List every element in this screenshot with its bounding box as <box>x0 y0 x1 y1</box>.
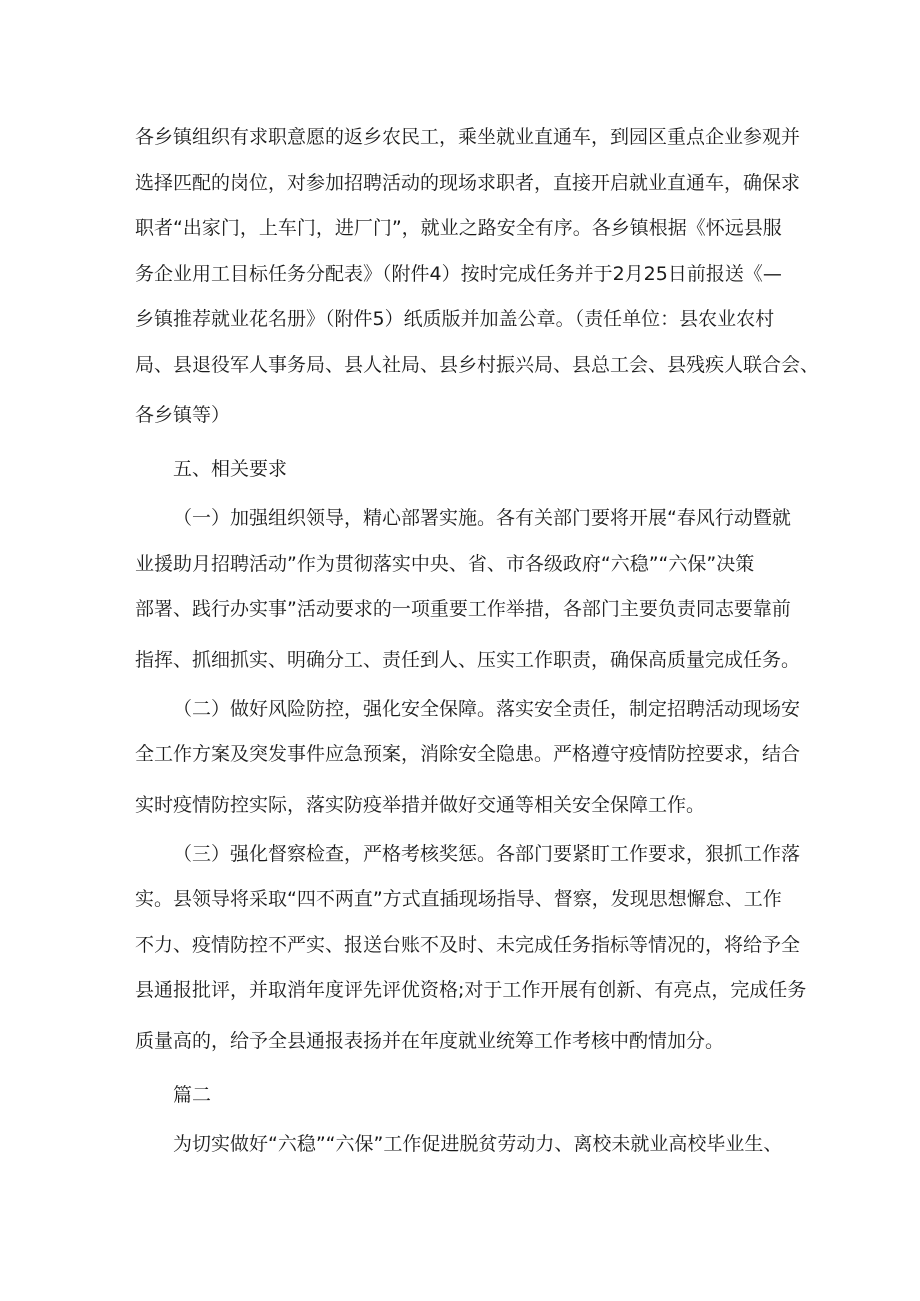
paragraph-line: 全工作方案及突发事件应急预案，消除安全隐患。严格遵守疫情防控要求，结合 <box>135 743 801 765</box>
paragraph-line: 务企业用工目标任务分配表》（附件4）按时完成任务并于2月25日前报送《— <box>135 262 782 285</box>
paragraph-line: 质量高的，给予全县通报表扬并在年度就业统筹工作考核中酌情加分。 <box>135 1029 725 1052</box>
paragraph-line: 为切实做好“六稳”“六保”工作促进脱贫劳动力、离校未就业高校毕业生、 <box>173 1132 783 1155</box>
paragraph-line: 各乡镇等） <box>135 404 231 426</box>
paragraph-line: 职者“出家门，上车门，进厂门”，就业之路安全有序。各乡镇根据《怀远县服 <box>135 217 782 239</box>
document-body <box>135 115 820 1167</box>
paragraph-line: 业援助月招聘活动”作为贯彻落实中央、省、市各级政府“六稳”“六保”决策 <box>135 552 755 575</box>
paragraph-line: 乡镇推荐就业花名册》（附件5）纸质版并加盖公章。（责任单位：县农业农村 <box>135 308 775 330</box>
paragraph-line: （一）加强组织领导，精心部署实施。各有关部门要将开展“春风行动暨就 <box>173 507 791 529</box>
paragraph-line: 指挥、抓细抓实、明确分工、责任到人、压实工作职责，确保高质量完成任务。 <box>135 648 801 671</box>
paragraph-line: 局、县退役军人事务局、县人社局、县乡村振兴局、县总工会、县残疾人联合会、 <box>135 353 820 376</box>
paragraph-line: 县通报批评，并取消年度评先评优资格;对于工作开展有创新、有亮点，完成任务 <box>135 979 807 1001</box>
paragraph-line: 各乡镇组织有求职意愿的返乡农民工，乘坐就业直通车，到园区重点企业参观并 <box>135 126 801 148</box>
paragraph-line: 选择匹配的岗位，对参加招聘活动的现场求职者，直接开启就业直通车，确保求 <box>135 171 801 194</box>
paragraph-line: （二）做好风险防控，强化安全保障。落实安全责任，制定招聘活动现场安 <box>173 697 801 720</box>
paragraph-line: （三）强化督察检查，严格考核奖惩。各部门要紧盯工作要求，狠抓工作落 <box>173 842 801 865</box>
paragraph-line: 实。县领导将采取“四不两直”方式直插现场指导、督察，发现思想懈怠、工作 <box>135 888 782 910</box>
paragraph-line: 实时疫情防控实际，落实防疫举措并做好交通等相关安全保障工作。 <box>135 793 706 816</box>
section-heading: 篇二 <box>173 1083 212 1106</box>
paragraph-line: 部署、践行办实事”活动要求的一项重要工作举措，各部门主要负责同志要靠前 <box>135 598 791 620</box>
section-heading: 五、相关要求 <box>173 458 288 480</box>
paragraph-line: 不力、疫情防控不严实、报送台账不及时、未完成任务指标等情况的，将给予全 <box>135 933 801 956</box>
